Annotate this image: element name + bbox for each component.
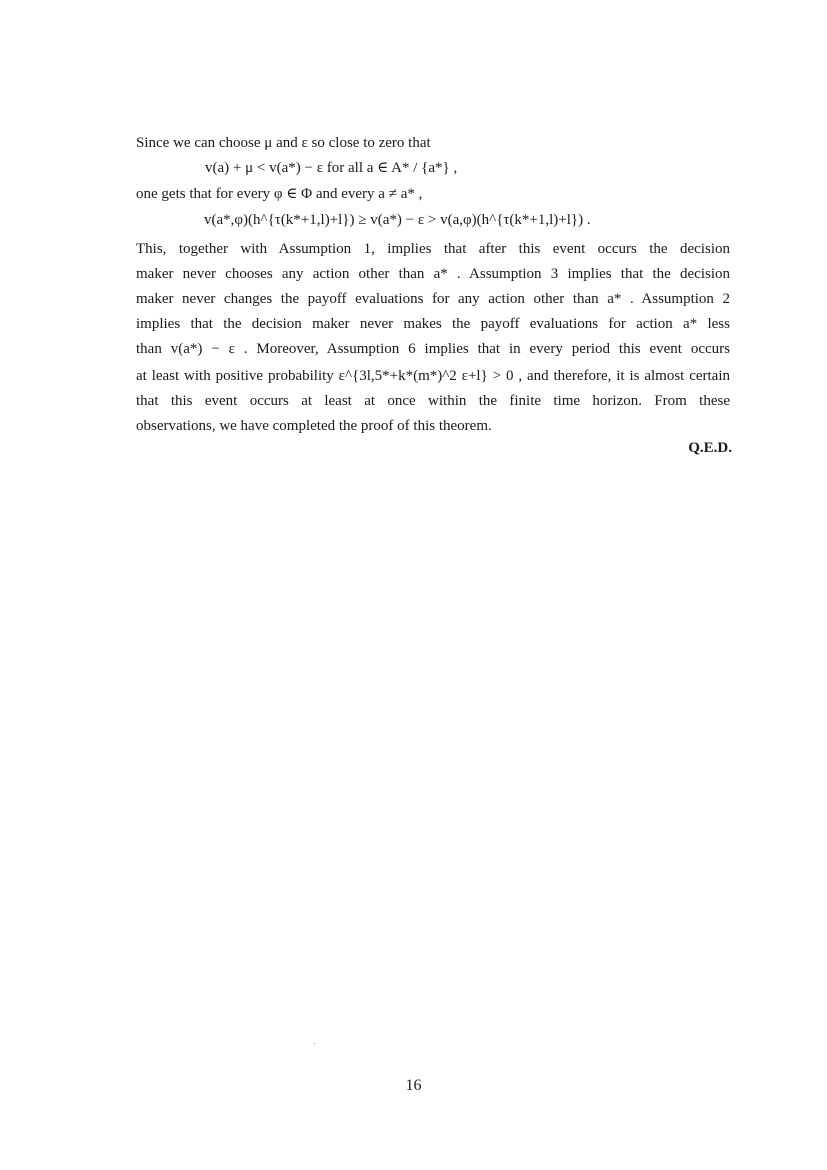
page-number: 16: [405, 1077, 422, 1094]
paragraph-line-7: that this event occurs at least at once within the finite time horizon. From these: [136, 393, 730, 409]
paragraph-line-3: maker never changes the payoff evaluations for any action other than a* . Assumption 2: [136, 291, 730, 307]
scan-speck: [314, 1043, 315, 1044]
evaluation-inequality: v(a*,φ)(h^{τ(k*+1,l)+l}) ≥ v(a*) − ε > v(a,φ)(h^{τ(k*+1,l)+l}) .: [204, 212, 591, 228]
formula-line-4: [204, 211, 591, 229]
paragraph-line-5: than v(a*) − ε . Moreover, Assumption 6 implies that in every period this event occurs: [136, 341, 730, 357]
paragraph-line-2: maker never chooses any action other than a* . Assumption 3 implies that the decision: [136, 266, 730, 282]
paragraph-line-1: This, together with Assumption 1, implies that after this event occurs the decision: [136, 241, 730, 257]
inequality-formula: v(a) + μ < v(a*) − ε for all a ∈ A* / {a*} ,: [205, 160, 458, 176]
paragraph-line-8: observations, we have completed the proof of this theorem.: [136, 418, 492, 434]
intro-sentence: Since we can choose μ and ε so close to zero that: [136, 135, 431, 151]
formula-line-2: [205, 159, 457, 177]
qed-mark: Q.E.D.: [688, 440, 732, 456]
condition-sentence: one gets that for every φ ∈ Φ and every a ≠ a* ,: [136, 186, 423, 202]
paragraph-line-6: at least with positive probability ε^{3l,5*+k*(m*)^2 ε+l} > 0 , and therefore, it is almost certain: [136, 368, 730, 384]
paragraph-line-4: implies that the decision maker never makes the payoff evaluations for action a* less: [136, 316, 730, 332]
text-line-1: [136, 134, 431, 152]
text-line-3: [136, 185, 422, 203]
